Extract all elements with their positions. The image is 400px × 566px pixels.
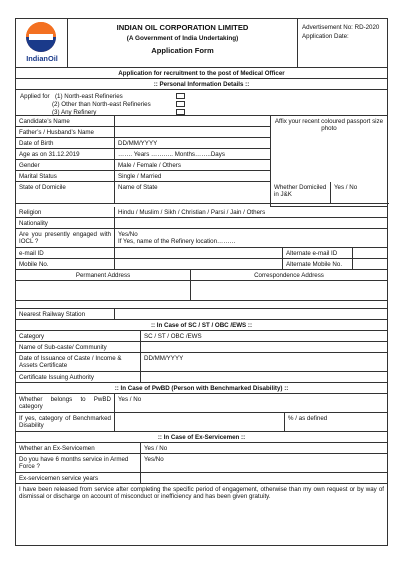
six-months-row [16,454,387,473]
pwbd-category-row [16,413,387,432]
employed-yes-no: Yes/No [118,230,138,238]
indianoil-logo-icon [25,21,57,53]
jk-input[interactable]: Yes / No [330,182,389,203]
pwbd-category-input[interactable] [114,413,284,431]
jk-label: Whether Domiciled in J&K [270,182,330,203]
railway-label: Nearest Railway Station [19,310,86,318]
pwbd-category-label: If yes, category of Benchmarked Disability [19,414,111,429]
railway-input[interactable] [114,309,387,319]
form-header [15,18,388,68]
personal-block [16,116,387,207]
six-months-label: Do you have 6 months service in Armed Force ? [19,455,129,470]
exservice-whether-input[interactable]: Yes / No [140,443,387,453]
personal-section-heading: :: Personal Information Details :: [16,79,387,90]
alt-email-label: Alternate e-mail ID [282,248,352,258]
form-table [15,68,388,546]
father-name-input[interactable] [114,127,270,137]
marital-label: Marital Status [19,172,57,180]
domicile-label: State of Domicile [19,183,66,191]
service-years-input[interactable] [140,473,387,483]
employed-row [16,229,387,248]
declaration-box [16,484,387,546]
header-meta [302,24,387,42]
company-name: INDIAN OIL CORPORATION LIMITED [116,23,249,32]
issue-date-input[interactable]: DD/MM/YYYY [140,353,387,371]
nationality-row [16,218,387,229]
marital-input[interactable]: Single / Married [114,171,270,181]
gender-label: Gender [19,161,40,169]
employed-location: If Yes, name of the Refinery location……… [118,237,236,245]
marital-row [16,171,270,182]
option-1-checkbox[interactable] [176,93,185,99]
caste-section-heading: :: In Case of SC / ST / OBC /EWS :: [16,320,387,331]
exservice-section-heading: :: In Case of Ex-Servicemen :: [16,432,387,443]
pwbd-percent-field[interactable]: % / as defined [284,413,387,431]
email-row [16,248,387,259]
application-date-field[interactable]: Application Date: [302,33,349,41]
pwbd-belongs-label: Whether belongs to PwBD category [19,395,111,410]
mobile-row [16,259,387,270]
age-row [16,149,270,160]
employed-label: Are you presently engaged with IOCL ? [19,230,111,245]
issue-date-row [16,353,387,372]
subcaste-row [16,342,387,353]
alt-mobile-label: Alternate Mobile No. [282,259,352,269]
religion-label: Religion [19,208,42,216]
candidate-name-row [16,116,270,127]
option-2-checkbox[interactable] [176,101,185,107]
age-label: Age as on 31.12.2019 [19,150,80,158]
advertisement-number: Advertisement No: RD-2020 [302,24,380,31]
subcaste-label: Name of Sub-caste/ Community [19,343,107,351]
category-input[interactable]: SC / ST / OBC /EWS [140,331,387,341]
authority-label: Certificate Issuing Authority [19,373,94,381]
header-title-block [68,19,298,67]
applied-for-row [16,90,387,116]
nationality-label: Nationality [19,219,48,227]
authority-row [16,372,387,383]
address-header-row [16,270,387,281]
gender-input[interactable]: Male / Female / Others [114,160,270,170]
father-name-row [16,127,270,138]
category-row [16,331,387,342]
photo-box[interactable]: Affix your recent coloured passport size photo [270,116,387,207]
applied-for-label: Applied for [20,93,50,100]
category-label: Category [19,332,45,340]
applied-option-3: (3) Any Refinery [52,109,97,116]
applied-option-1: (1) North-east Refineries [55,93,123,100]
pwbd-section-heading: :: In Case of PwBD (Person with Benchmarked Disability) :: [16,383,387,394]
alt-mobile-input[interactable] [352,259,387,269]
correspondence-address-label: Correspondence Address [190,270,387,280]
domicile-row [16,182,389,204]
dob-input[interactable]: DD/MM/YYYY [114,138,270,148]
mobile-input[interactable] [114,259,282,269]
email-label: e-mail ID [19,249,44,257]
pwbd-belongs-input[interactable]: Yes / No [114,394,387,412]
service-years-label: Ex-servicemen service years [19,474,99,482]
nationality-input[interactable] [114,218,387,228]
religion-row [16,207,387,218]
logo-wordmark: IndianOil [26,54,58,63]
gender-row [16,160,270,171]
employed-input[interactable] [114,229,387,247]
email-input[interactable] [114,248,282,258]
address-input-row [16,281,387,301]
subcaste-input[interactable] [140,342,387,352]
form-title: Application Form [151,46,214,56]
domicile-input[interactable]: Name of State [114,182,270,203]
candidate-name-input[interactable] [114,116,270,126]
form-purpose-title: Application for recruitment to the post of Medical Officer [16,68,387,79]
dob-row [16,138,270,149]
pwbd-belongs-row [16,394,387,413]
six-months-input[interactable]: Yes/No [140,454,387,472]
religion-input[interactable]: Hindu / Muslim / Sikh / Christian / Parsi / Jain / Others [114,207,387,217]
age-input[interactable]: ……. Years ……….. Months……..Days [114,149,270,159]
company-subtitle: (A Government of India Undertaking) [126,34,239,42]
exservice-whether-row [16,443,387,454]
issue-date-label: Date of Issuance of Caste / Income & Assets Certificate [19,354,122,369]
permanent-address-label: Permanent Address [75,271,131,279]
candidate-name-label: Candidate’s Name [19,117,70,125]
service-years-row [16,473,387,484]
permanent-address-input[interactable] [16,281,190,300]
dob-label: Date of Birth [19,139,54,147]
option-3-checkbox[interactable] [176,109,185,115]
mobile-label: Mobile No. [19,260,49,268]
alt-email-input[interactable] [352,248,387,258]
father-name-label: Father’s / Husband’s Name [19,128,94,136]
authority-input[interactable] [140,372,387,382]
declaration-text: I have been released from service after completing the specific period of engagement, otherwise than my own request or by way of dismissal or discharge on account of misconduct or inefficiency and has been given gratuity. [19,486,384,501]
exservice-whether-label: Whether an Ex-Servicemen [19,444,95,452]
company-logo [16,19,68,67]
applied-option-2: (2) Other than North-east Refineries [52,101,151,108]
address-spacer-row [16,301,387,309]
railway-row [16,309,387,320]
correspondence-address-input[interactable] [190,281,387,300]
